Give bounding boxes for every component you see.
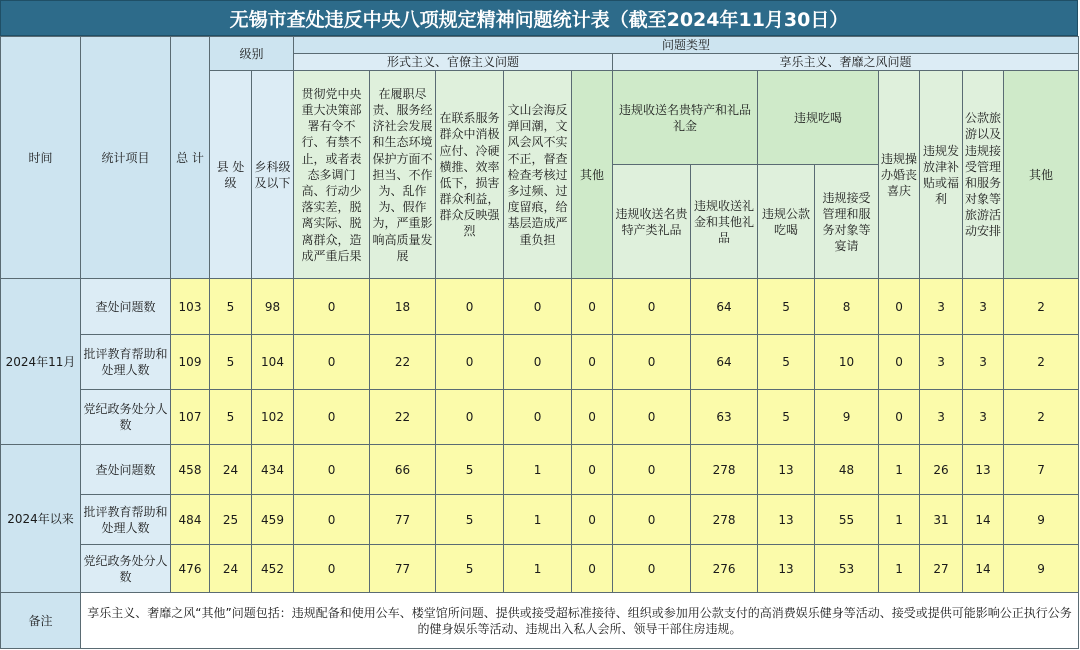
header-eat: 违规吃喝 (758, 71, 879, 165)
header-formalism: 形式主义、官僚主义问题 (294, 54, 613, 71)
cell-allowance: 26 (920, 445, 963, 495)
cell-f3: 0 (436, 335, 504, 390)
cell-f5: 0 (572, 279, 613, 335)
cell-allowance: 3 (920, 279, 963, 335)
cell-total: 107 (171, 390, 210, 445)
cell-total: 484 (171, 495, 210, 545)
cell-gift1: 0 (613, 390, 691, 445)
header-total: 总 计 (171, 37, 210, 279)
cell-f4: 0 (504, 335, 572, 390)
header-allowance: 违规发放津补贴或福利 (920, 71, 963, 279)
cell-eat2: 55 (815, 495, 879, 545)
cell-county: 5 (210, 279, 252, 335)
cell-county: 5 (210, 390, 252, 445)
cell-eat2: 9 (815, 390, 879, 445)
header-hedonism: 享乐主义、奢靡之风问题 (613, 54, 1079, 71)
header-level: 级别 (210, 37, 294, 71)
cell-wedding: 0 (879, 335, 920, 390)
cell-f1: 0 (294, 335, 370, 390)
cell-f2: 22 (370, 335, 436, 390)
cell-wedding: 0 (879, 390, 920, 445)
row-label: 查处问题数 (81, 445, 171, 495)
cell-h-other: 2 (1004, 279, 1079, 335)
cell-county: 24 (210, 545, 252, 593)
period-label: 2024年以来 (1, 445, 81, 593)
row-label: 批评教育帮助和处理人数 (81, 335, 171, 390)
cell-township: 102 (252, 390, 294, 445)
cell-gift1: 0 (613, 495, 691, 545)
cell-township: 104 (252, 335, 294, 390)
cell-f3: 5 (436, 495, 504, 545)
cell-f1: 0 (294, 279, 370, 335)
header-f1: 贯彻党中央重大决策部署有令不行、有禁不止，或者表态多调门高、行动少落实差，脱离实际、脱离群众，造成严重后果 (294, 71, 370, 279)
cell-f3: 5 (436, 445, 504, 495)
cell-eat2: 53 (815, 545, 879, 593)
cell-f5: 0 (572, 445, 613, 495)
cell-travel: 3 (963, 390, 1004, 445)
cell-gift2: 64 (691, 335, 758, 390)
header-h-other: 其他 (1004, 71, 1079, 279)
cell-f5: 0 (572, 390, 613, 445)
header-eat-public: 违规公款吃喝 (758, 165, 815, 279)
cell-gift2: 278 (691, 495, 758, 545)
cell-total: 109 (171, 335, 210, 390)
table-row (1, 495, 1079, 545)
cell-eat1: 13 (758, 495, 815, 545)
note-text: 享乐主义、奢靡之风“其他”问题包括：违规配备和使用公车、楼堂馆所问题、提供或接受超标准接待、组织或参加用公款支付的高消费娱乐健身等活动、接受或提供可能影响公正执行公务的健身娱乐等活动、违规出入私人会所、领导干部住房违规。 (81, 593, 1079, 649)
cell-travel: 13 (963, 445, 1004, 495)
cell-f1: 0 (294, 445, 370, 495)
header-gift: 违规收送名贵特产和礼品礼金 (613, 71, 758, 165)
header-township-level: 乡科级及以下 (252, 71, 294, 279)
cell-f4: 1 (504, 545, 572, 593)
cell-h-other: 7 (1004, 445, 1079, 495)
cell-eat1: 5 (758, 335, 815, 390)
row-label: 党纪政务处分人数 (81, 390, 171, 445)
cell-h-other: 2 (1004, 335, 1079, 390)
table-row (1, 390, 1079, 445)
header-f2: 在履职尽责、服务经济社会发展和生态环境保护方面不担当、不作为、乱作为、假作为，严重影响高质量发展 (370, 71, 436, 279)
cell-f5: 0 (572, 495, 613, 545)
table-row (1, 279, 1079, 335)
header-f4: 文山会海反弹回潮，文风会风不实不正，督查检查考核过多过频、过度留痕，给基层造成严重负担 (504, 71, 572, 279)
cell-allowance: 3 (920, 390, 963, 445)
header-problem-type: 问题类型 (294, 37, 1079, 54)
cell-eat2: 8 (815, 279, 879, 335)
row-label: 查处问题数 (81, 279, 171, 335)
cell-f3: 0 (436, 279, 504, 335)
cell-f1: 0 (294, 495, 370, 545)
cell-travel: 14 (963, 495, 1004, 545)
cell-travel: 3 (963, 279, 1004, 335)
cell-f5: 0 (572, 335, 613, 390)
header-eat-banquet: 违规接受管理和服务对象等宴请 (815, 165, 879, 279)
cell-f2: 77 (370, 495, 436, 545)
cell-total: 476 (171, 545, 210, 593)
cell-gift2: 64 (691, 279, 758, 335)
cell-township: 98 (252, 279, 294, 335)
cell-f2: 77 (370, 545, 436, 593)
cell-allowance: 3 (920, 335, 963, 390)
cell-eat1: 13 (758, 445, 815, 495)
header-gift-specialty: 违规收送名贵特产类礼品 (613, 165, 691, 279)
header-gift-cash: 违规收送礼金和其他礼品 (691, 165, 758, 279)
header-wedding: 违规操办婚丧喜庆 (879, 71, 920, 279)
cell-wedding: 1 (879, 445, 920, 495)
cell-allowance: 31 (920, 495, 963, 545)
table-row (1, 545, 1079, 593)
cell-eat1: 5 (758, 390, 815, 445)
cell-wedding: 0 (879, 279, 920, 335)
header-item: 统计项目 (81, 37, 171, 279)
cell-total: 458 (171, 445, 210, 495)
cell-f3: 0 (436, 390, 504, 445)
cell-f2: 66 (370, 445, 436, 495)
cell-gift1: 0 (613, 335, 691, 390)
cell-eat2: 10 (815, 335, 879, 390)
cell-f4: 0 (504, 279, 572, 335)
cell-township: 459 (252, 495, 294, 545)
cell-township: 434 (252, 445, 294, 495)
cell-gift1: 0 (613, 445, 691, 495)
cell-h-other: 9 (1004, 545, 1079, 593)
cell-county: 5 (210, 335, 252, 390)
cell-f2: 18 (370, 279, 436, 335)
cell-gift2: 63 (691, 390, 758, 445)
cell-eat2: 48 (815, 445, 879, 495)
cell-gift1: 0 (613, 545, 691, 593)
cell-h-other: 9 (1004, 495, 1079, 545)
cell-wedding: 1 (879, 545, 920, 593)
cell-travel: 14 (963, 545, 1004, 593)
cell-f4: 1 (504, 445, 572, 495)
cell-f3: 5 (436, 545, 504, 593)
cell-f1: 0 (294, 545, 370, 593)
table-title: 无锡市查处违反中央八项规定精神问题统计表（截至2024年11月30日） (0, 0, 1078, 36)
cell-wedding: 1 (879, 495, 920, 545)
row-label: 党纪政务处分人数 (81, 545, 171, 593)
cell-eat1: 13 (758, 545, 815, 593)
table-row (1, 335, 1079, 390)
cell-gift2: 278 (691, 445, 758, 495)
cell-eat1: 5 (758, 279, 815, 335)
header-time: 时间 (1, 37, 81, 279)
cell-f2: 22 (370, 390, 436, 445)
cell-travel: 3 (963, 335, 1004, 390)
cell-h-other: 2 (1004, 390, 1079, 445)
cell-total: 103 (171, 279, 210, 335)
cell-gift2: 276 (691, 545, 758, 593)
row-label: 批评教育帮助和处理人数 (81, 495, 171, 545)
cell-township: 452 (252, 545, 294, 593)
statistics-table (0, 36, 1079, 649)
cell-f4: 0 (504, 390, 572, 445)
cell-f4: 1 (504, 495, 572, 545)
cell-f1: 0 (294, 390, 370, 445)
note-label: 备注 (1, 593, 81, 649)
header-f3: 在联系服务群众中消极应付、冷硬横推、效率低下，损害群众利益，群众反映强烈 (436, 71, 504, 279)
header-travel: 公款旅游以及违规接受管理和服务对象等旅游活动安排 (963, 71, 1004, 279)
cell-county: 24 (210, 445, 252, 495)
period-label: 2024年11月 (1, 279, 81, 445)
table-row (1, 445, 1079, 495)
cell-f5: 0 (572, 545, 613, 593)
cell-gift1: 0 (613, 279, 691, 335)
header-county-level: 县 处 级 (210, 71, 252, 279)
cell-allowance: 27 (920, 545, 963, 593)
header-f5: 其他 (572, 71, 613, 279)
cell-county: 25 (210, 495, 252, 545)
